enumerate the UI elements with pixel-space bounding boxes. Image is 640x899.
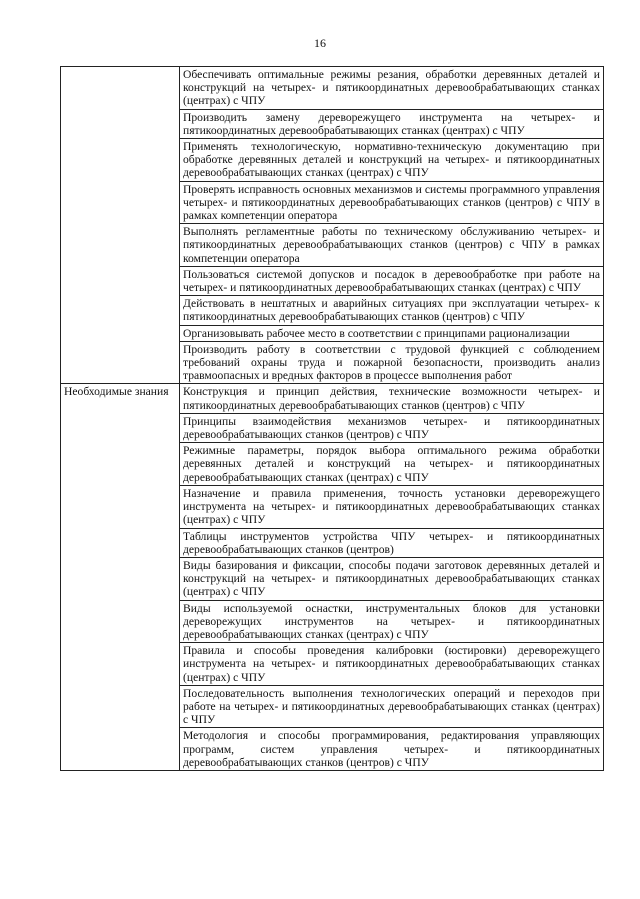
requirement-text-cell: Конструкция и принцип действия, технические возможности четырех- и пятикоординатных деревообрабатывающих станков (центров) с ЧПУ bbox=[180, 384, 604, 413]
requirement-text-cell: Виды базирования и фиксации, способы подачи заготовок деревянных деталей и конструкций на четырех- и пятикоординатных деревообрабатывающих станках (центрах) с ЧПУ bbox=[180, 557, 604, 600]
page-number: 16 bbox=[314, 36, 326, 50]
table-row bbox=[61, 67, 604, 110]
section-label-cell: Необходимые знания bbox=[61, 384, 180, 770]
requirement-text-cell: Принципы взаимодействия механизмов четырех- и пятикоординатных деревообрабатывающих станков (центров) с ЧПУ bbox=[180, 413, 604, 442]
requirement-text-cell: Применять технологическую, нормативно-техническую документацию при обработке деревянных деталей и конструкций на четырех- и пятикоординатных деревообрабатывающих станках (центрах) с ЧПУ bbox=[180, 139, 604, 182]
requirement-text-cell: Производить замену дереворежущего инструмента на четырех- и пятикоординатных деревообрабатывающих станках (центрах) с ЧПУ bbox=[180, 109, 604, 138]
requirements-table bbox=[60, 66, 604, 771]
requirement-text-cell: Методология и способы программирования, редактирования управляющих программ, систем управления четырех- и пятикоординатных деревообрабатывающих станков (центров) с ЧПУ bbox=[180, 728, 604, 771]
requirement-text-cell: Действовать в нештатных и аварийных ситуациях при эксплуатации четырех- к пятикоординатных деревообрабатывающих станков (центров) с ЧПУ bbox=[180, 296, 604, 325]
requirement-text-cell: Проверять исправность основных механизмов и системы программного управления четырех- и пятикоординатных деревообрабатывающих станков (центров) с ЧПУ в рамках компетенции оператора bbox=[180, 181, 604, 224]
requirement-text-cell: Организовывать рабочее место в соответствии с принципами рационализации bbox=[180, 325, 604, 341]
section-label-cell bbox=[61, 67, 180, 384]
requirement-text-cell: Режимные параметры, порядок выбора оптимального режима обработки деревянных деталей и конструкций на четырех- и пятикоординатных деревообрабатывающих станках (центрах) с ЧПУ bbox=[180, 443, 604, 486]
requirement-text-cell: Выполнять регламентные работы по техническому обслуживанию четырех- и пятикоординатных деревообрабатывающих станков (центров) с ЧПУ в рамках компетенции оператора bbox=[180, 224, 604, 267]
requirement-text-cell: Последовательность выполнения технологических операций и переходов при работе на четырех- и пятикоординатных деревообрабатывающих станках (центрах) с ЧПУ bbox=[180, 685, 604, 728]
requirement-text-cell: Правила и способы проведения калибровки (юстировки) дереворежущего инструмента на четырех- и пятикоординатных деревообрабатывающих станках (центрах) с ЧПУ bbox=[180, 643, 604, 686]
requirement-text-cell: Производить работу в соответствии с трудовой функцией с соблюдением требований охраны труда и пожарной безопасности, производить анализ травмоопасных и вредных факторов в процессе выполнения работ bbox=[180, 341, 604, 384]
requirement-text-cell: Таблицы инструментов устройства ЧПУ четырех- и пятикоординатных деревообрабатывающих станков (центров) bbox=[180, 528, 604, 557]
requirement-text-cell: Обеспечивать оптимальные режимы резания, обработки деревянных деталей и конструкций на четырех- и пятикоординатных деревообрабатывающих станках (центрах) с ЧПУ bbox=[180, 67, 604, 110]
requirements-table-body bbox=[61, 67, 604, 771]
table-row bbox=[61, 384, 604, 413]
requirement-text-cell: Пользоваться системой допусков и посадок в деревообработке при работе на четырех- и пятикоординатных деревообрабатывающих станках (центрах) с ЧПУ bbox=[180, 266, 604, 295]
requirement-text-cell: Виды используемой оснастки, инструментальных блоков для установки дереворежущих инструментов на четырех- и пятикоординатных деревообрабатывающих станках (центрах) с ЧПУ bbox=[180, 600, 604, 643]
requirement-text-cell: Назначение и правила применения, точность установки дереворежущего инструмента на четырех- и пятикоординатных деревообрабатывающих станках (центрах) с ЧПУ bbox=[180, 485, 604, 528]
